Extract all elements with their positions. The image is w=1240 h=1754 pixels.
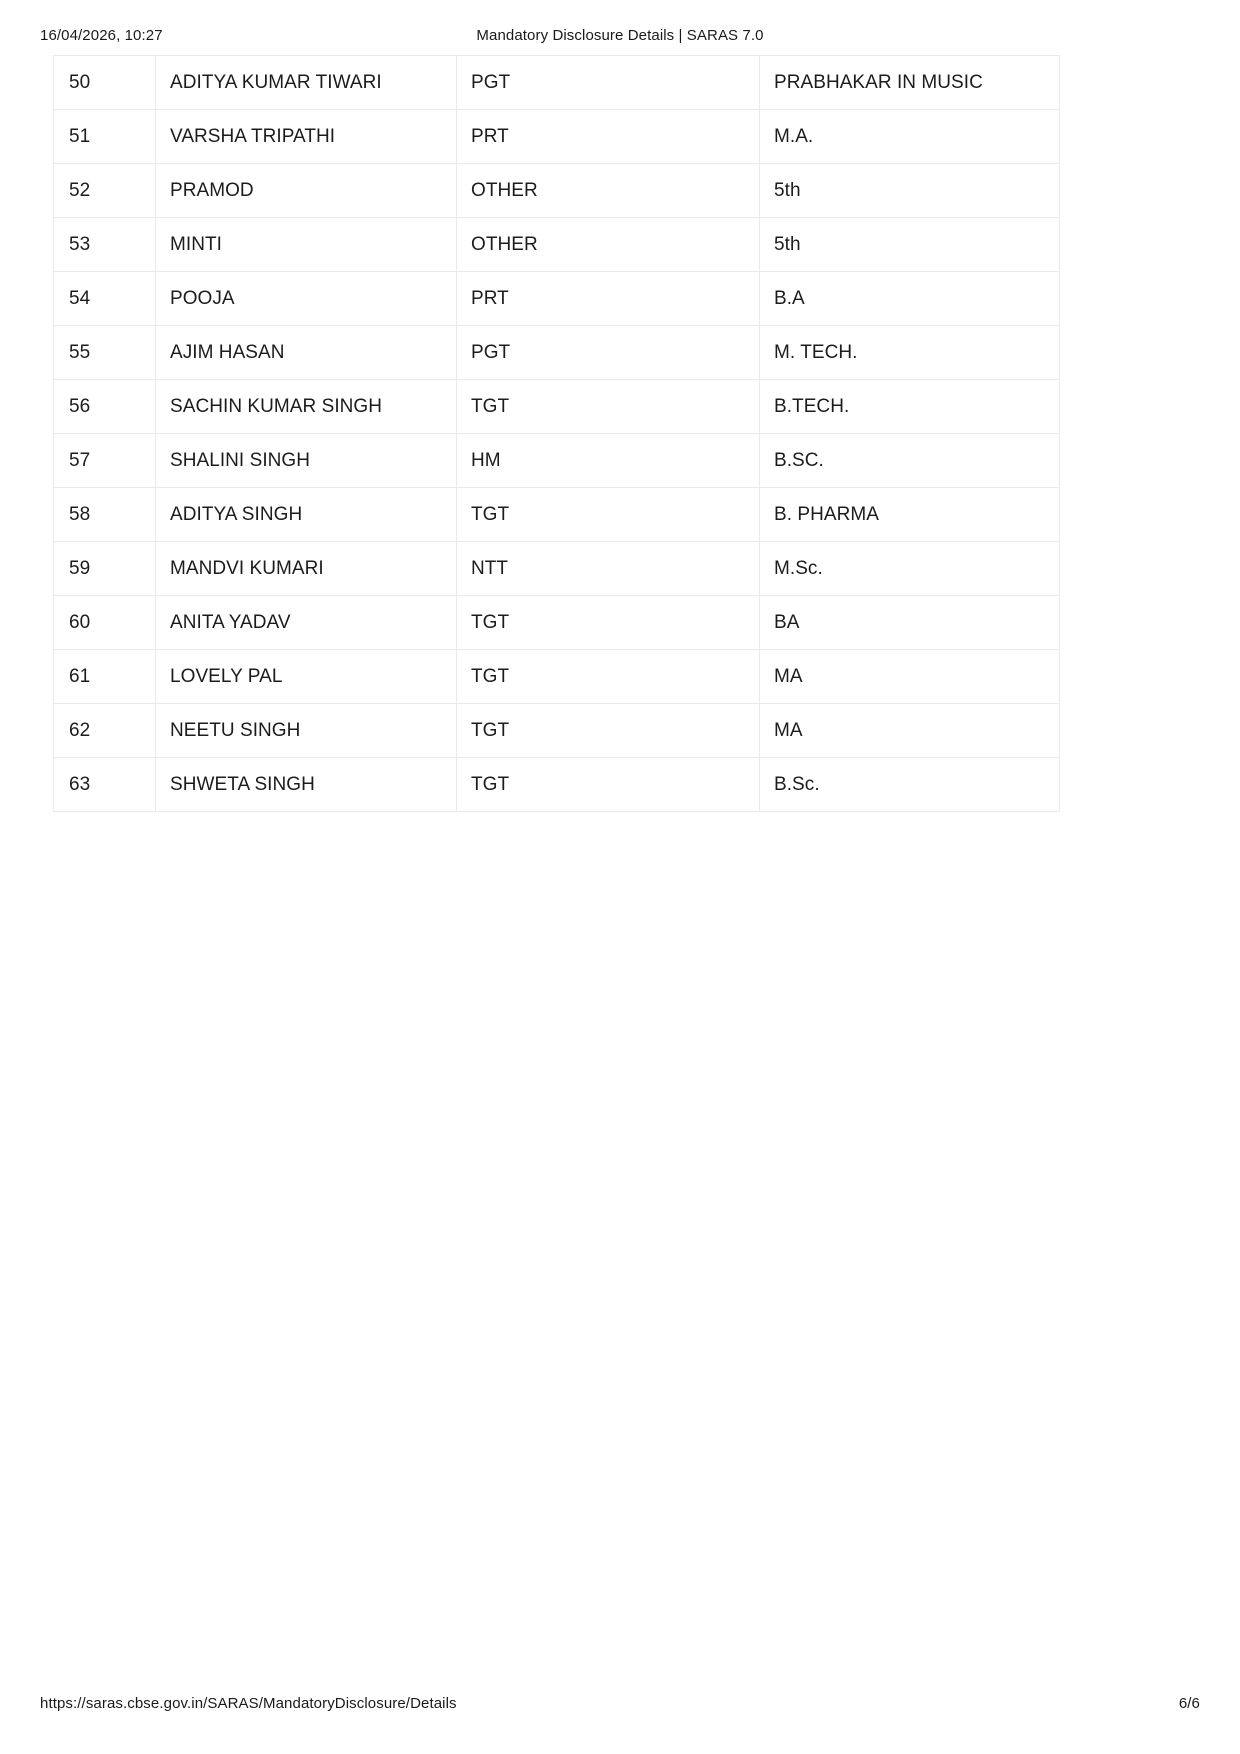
cell-name: MINTI <box>156 218 457 272</box>
cell-serial-number: 50 <box>54 56 156 110</box>
cell-serial-number: 53 <box>54 218 156 272</box>
cell-serial-number: 55 <box>54 326 156 380</box>
cell-designation: TGT <box>457 758 760 812</box>
table-row <box>54 758 1060 812</box>
staff-details-table <box>53 55 1060 812</box>
cell-serial-number: 61 <box>54 650 156 704</box>
cell-serial-number: 57 <box>54 434 156 488</box>
table-row <box>54 218 1060 272</box>
table-row <box>54 110 1060 164</box>
cell-name: SHWETA SINGH <box>156 758 457 812</box>
header-document-title: Mandatory Disclosure Details | SARAS 7.0 <box>476 27 764 44</box>
cell-name: LOVELY PAL <box>156 650 457 704</box>
cell-serial-number: 51 <box>54 110 156 164</box>
cell-qualification: PRABHAKAR IN MUSIC <box>760 56 1060 110</box>
cell-name: ADITYA SINGH <box>156 488 457 542</box>
cell-qualification: B.SC. <box>760 434 1060 488</box>
cell-qualification: 5th <box>760 164 1060 218</box>
cell-name: NEETU SINGH <box>156 704 457 758</box>
table-row <box>54 272 1060 326</box>
staff-table-container <box>53 55 1059 812</box>
cell-designation: PRT <box>457 110 760 164</box>
staff-table-body <box>54 56 1060 812</box>
cell-designation: TGT <box>457 704 760 758</box>
cell-designation: TGT <box>457 488 760 542</box>
cell-designation: OTHER <box>457 218 760 272</box>
cell-serial-number: 56 <box>54 380 156 434</box>
cell-serial-number: 54 <box>54 272 156 326</box>
cell-qualification: M.A. <box>760 110 1060 164</box>
table-row <box>54 56 1060 110</box>
cell-designation: TGT <box>457 380 760 434</box>
cell-qualification: MA <box>760 650 1060 704</box>
table-row <box>54 164 1060 218</box>
cell-name: ANITA YADAV <box>156 596 457 650</box>
cell-serial-number: 58 <box>54 488 156 542</box>
cell-serial-number: 59 <box>54 542 156 596</box>
table-row <box>54 434 1060 488</box>
cell-qualification: BA <box>760 596 1060 650</box>
cell-name: ADITYA KUMAR TIWARI <box>156 56 457 110</box>
cell-designation: TGT <box>457 596 760 650</box>
cell-name: SHALINI SINGH <box>156 434 457 488</box>
cell-qualification: M. TECH. <box>760 326 1060 380</box>
cell-qualification: B. PHARMA <box>760 488 1060 542</box>
header-timestamp: 16/04/2026, 10:27 <box>40 27 163 44</box>
cell-name: VARSHA TRIPATHI <box>156 110 457 164</box>
cell-serial-number: 63 <box>54 758 156 812</box>
cell-qualification: B.A <box>760 272 1060 326</box>
cell-designation: TGT <box>457 650 760 704</box>
footer-page-number: 6/6 <box>1178 1695 1200 1712</box>
cell-serial-number: 60 <box>54 596 156 650</box>
cell-designation: NTT <box>457 542 760 596</box>
cell-designation: PRT <box>457 272 760 326</box>
cell-name: SACHIN KUMAR SINGH <box>156 380 457 434</box>
table-row <box>54 542 1060 596</box>
cell-name: PRAMOD <box>156 164 457 218</box>
cell-serial-number: 52 <box>54 164 156 218</box>
cell-qualification: B.TECH. <box>760 380 1060 434</box>
cell-qualification: 5th <box>760 218 1060 272</box>
cell-qualification: M.Sc. <box>760 542 1060 596</box>
cell-designation: PGT <box>457 56 760 110</box>
table-row <box>54 704 1060 758</box>
cell-name: AJIM HASAN <box>156 326 457 380</box>
table-row <box>54 650 1060 704</box>
table-row <box>54 326 1060 380</box>
cell-serial-number: 62 <box>54 704 156 758</box>
cell-designation: OTHER <box>457 164 760 218</box>
cell-designation: PGT <box>457 326 760 380</box>
cell-name: MANDVI KUMARI <box>156 542 457 596</box>
cell-name: POOJA <box>156 272 457 326</box>
page-header <box>40 26 1200 46</box>
table-row <box>54 488 1060 542</box>
table-row <box>54 596 1060 650</box>
table-row <box>54 380 1060 434</box>
cell-qualification: MA <box>760 704 1060 758</box>
footer-source-url: https://saras.cbse.gov.in/SARAS/MandatoryDisclosure/Details <box>40 1695 457 1712</box>
page-footer <box>40 1694 1200 1714</box>
cell-designation: HM <box>457 434 760 488</box>
cell-qualification: B.Sc. <box>760 758 1060 812</box>
